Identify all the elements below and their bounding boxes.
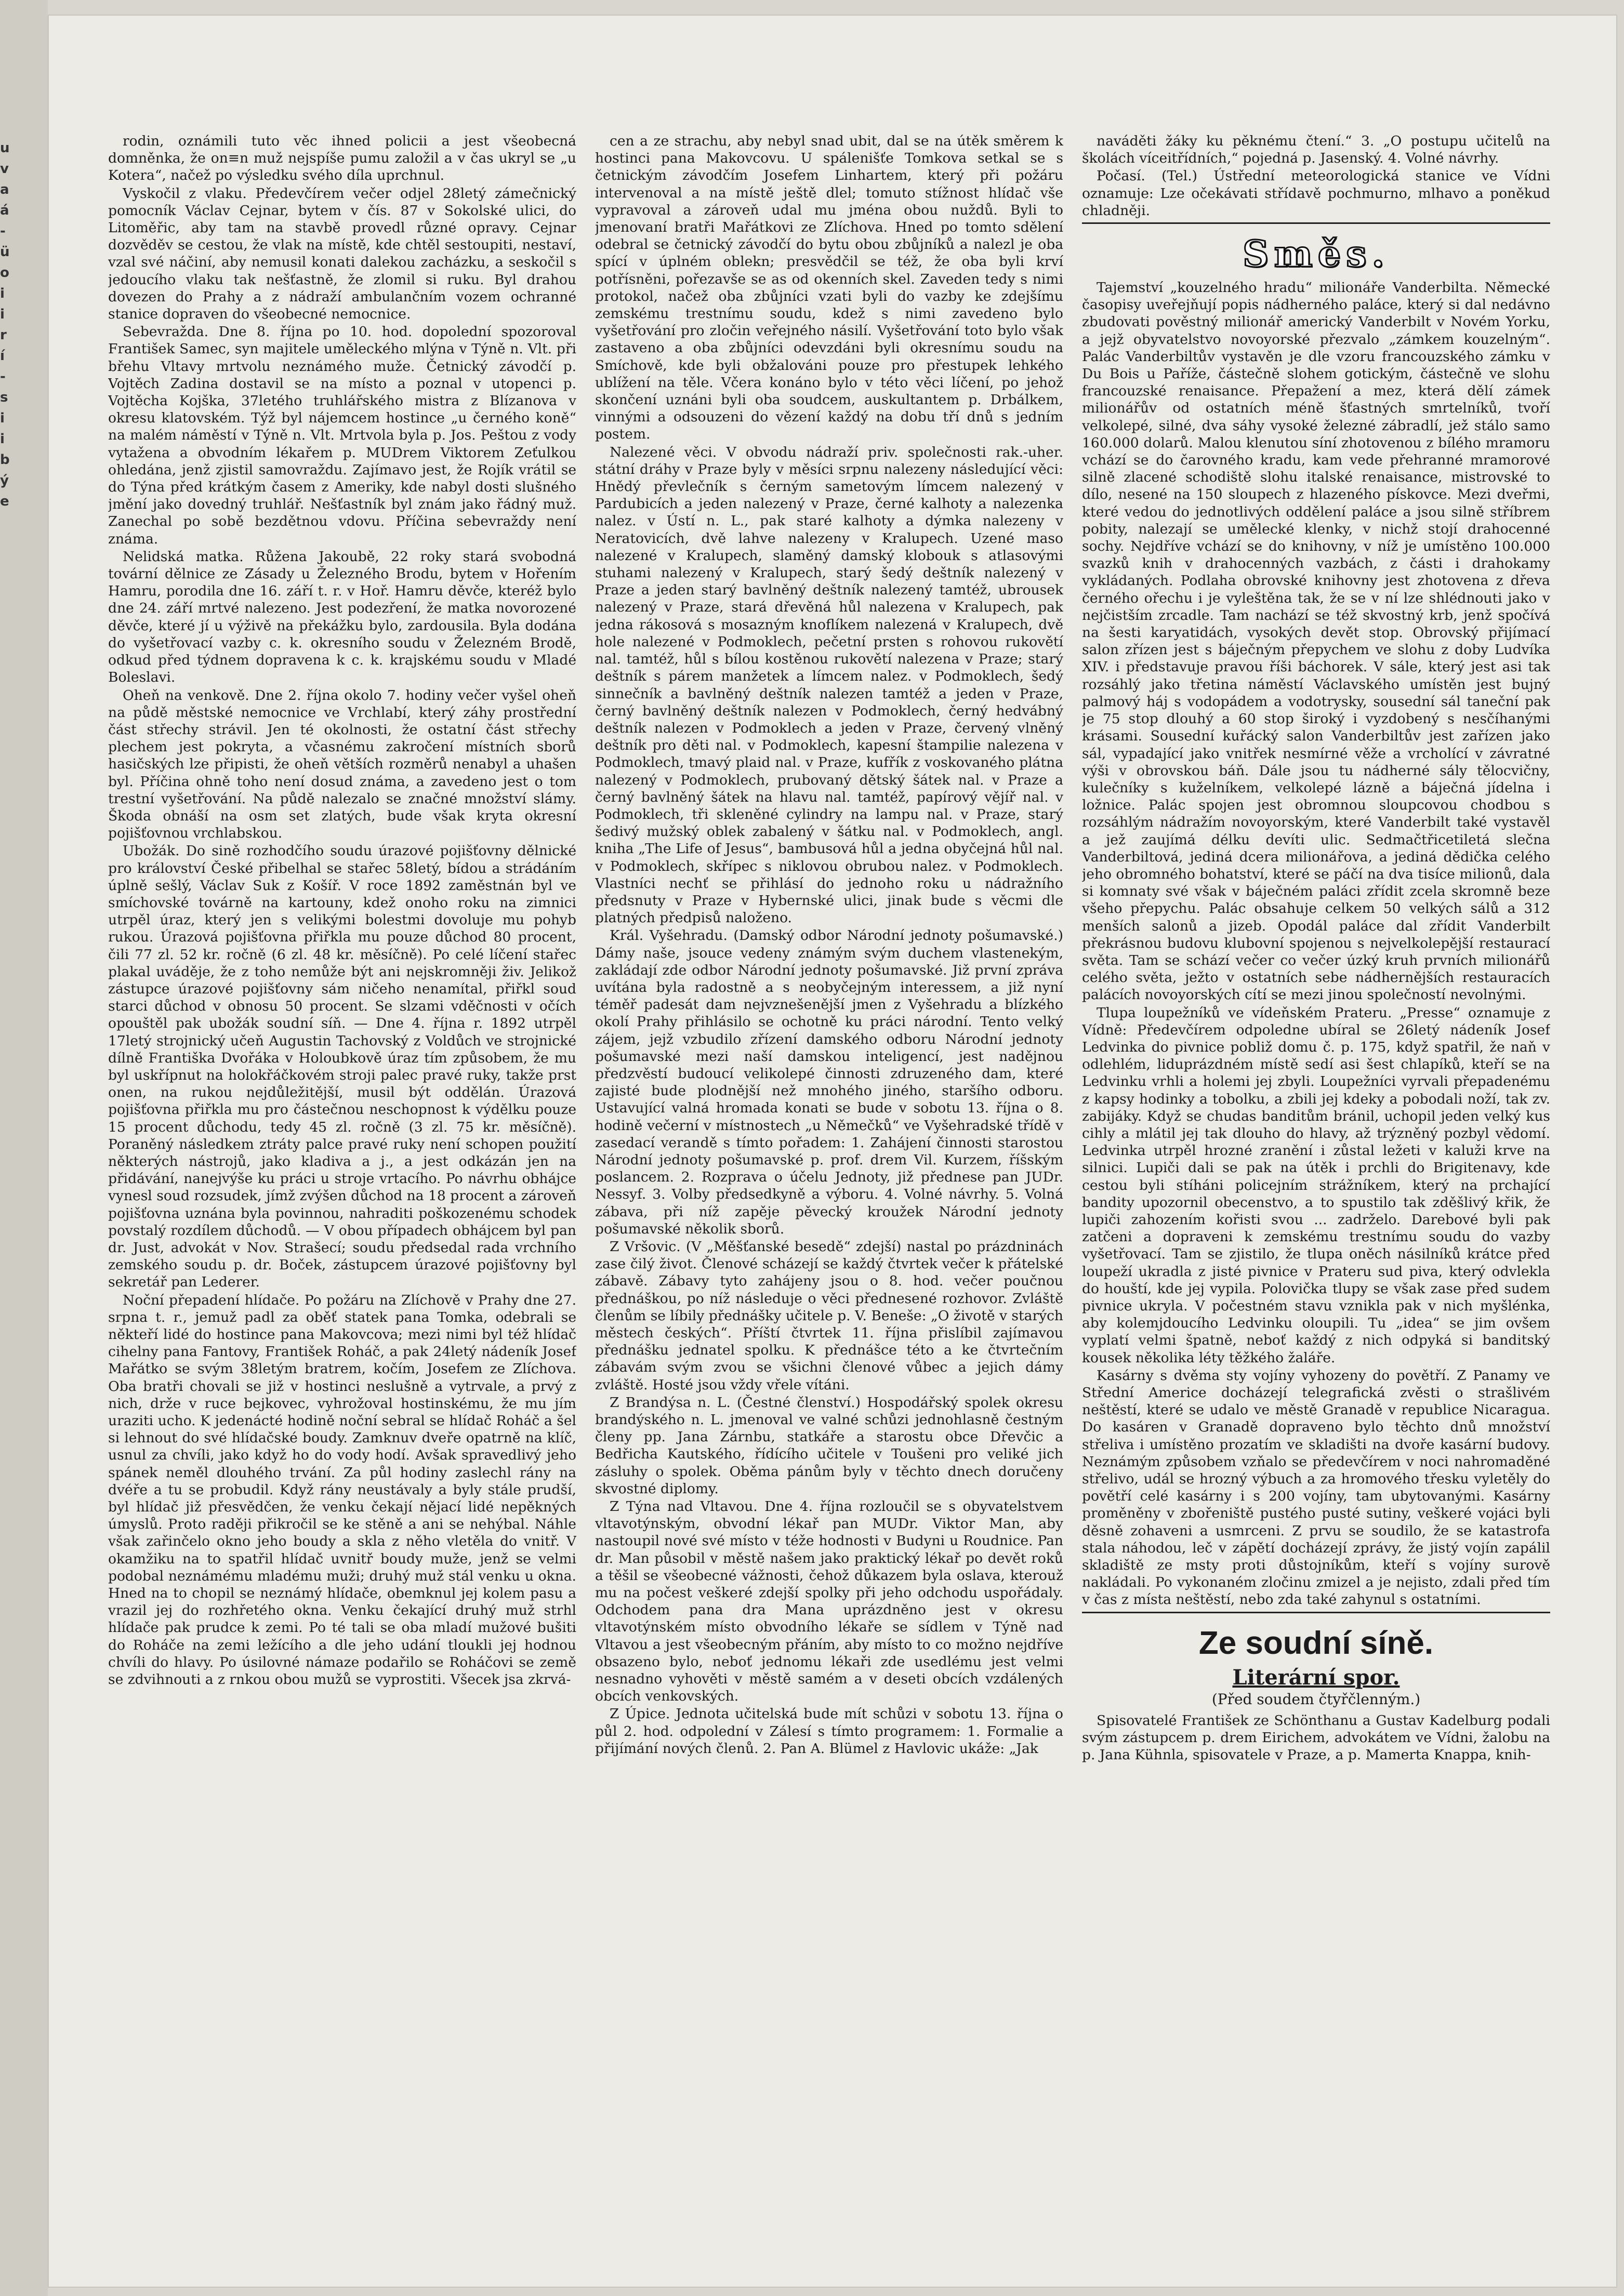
column3-paragraphs_before-paragraph: naváděti žáky ku pěknému čtení.“ 3. „O postupu učitelů na školách víceitřídních,“ pojedná p. Jasenský. 4. Volné návrhy.	[1082, 133, 1550, 167]
column2-paragraphs-paragraph: Z Úpice. Jednota učitelská bude mít schůzi v sobotu 13. října o půl 2. hod. odpolední v Zálesí s tímto programem: 1. Formalie a přijímání nových členů. 2. Pan A. Blümel z Havlovic ukáže: „Jak	[595, 1706, 1063, 1757]
margin-letter: u	[0, 140, 10, 156]
margin-letter: i	[0, 431, 5, 447]
column2-paragraphs-paragraph: Z Týna nad Vltavou. Dne 4. října rozloučil se s obyvatelstvem vltavotýnským, obvodní lékař pan MUDr. Viktor Man, aby nastoupil nové své místo v téže hodnosti v Budyni u Roudnice. Pan dr. Man působil v městě našem jako praktický lékař po devět roků a těšil se všeobecné vážnosti, čehož důkazem byla oslava, kterouž mu na počest veškeré zdejší spolky při jeho odchodu uspořádaly. Odchodem pana dra Mana uprázdněno jest v okresu vltavotýnském místo obvodního lékaře se sídlem v Týně nad Vltavou a jest všeobecným přáním, aby místo to co možno nejdříve obsazeno bylo, neboť jednomu lékaři zde usedlému jest velmi nesnadno vyhověti v městě samém a v deseti obcích vzdálených obcích venkovských.	[595, 1498, 1063, 1705]
margin-letter: -	[0, 369, 6, 384]
column3-paragraphs_after-paragraph: Tajemství „kouzelného hradu“ milionáře Vanderbilta. Německé časopisy uveřejňují popis nádherného paláce, který si dal nedávno zbudovati pověstný milionář americký Vanderbilt v Novém Yorku, a jejž obyvatelstvo novoyorské přezvalo „zámkem kouzelným“. Palác Vanderbiltův vystavěn je dle vzoru francouzského zámku v Du Bois u Paříže, částečně slohem gotickým, částečně ve slohu francouzské renaisance. Přepažení a mez, která dělí zámek milionářův od ostatních méně šťastných smrtelníků, tvoří velkolepé, silné, dva sáhy vysoké železné zábradlí, jež stálo samo 160.000 dolarů. Malou klenutou síní zhotovenou z bílého mramoru vchází se do čarovného kradu, kam vede přehranné mramorové silně zlacené schodiště slohu italské renaisance, mistrovské to dílo, nesené na 150 sloupech z hlazeného pískovce. Mezi dveřmi, které vedou do jednotlivých oddělení paláce a jsou silně stříbrem pobity, nalezají se umělecké klenky, v nichž stojí drahocenné sochy. Nejdříve vchází se do knihovny, v níž je umístěno 100.000 svazků knih v drahocenných vazbách, z části i drahokamy vykládaných. Podlaha obrovské knihovny jest zhotovena z dřeva černého ořechu i je vyleštěna tak, že se v ní lze shlédnouti jako v nejčistším zrcadle. Tam nachází se též skvostný krb, jenž spočívá na šesti karyatidách, vysokých devět stop. Obrovský přijímací salon zřízen jest s báječným přepychem ve slohu z doby Ludvíka XIV. i představuje pravou říši báchorek. V sále, který jest asi tak rozsáhlý jako třetina náměstí Václavského umístěn jest bujný palmový háj s vodopádem a vodotrysky, sousední sál taneční pak je 75 stop dlouhý a 60 stop široký i vyzdobený s nesčíhanými krásami. Sousední kuřácký salon Vanderbiltův jest zařízen jako sál, vypadající jako vnitřek nesmírné věže a vrcholící v závratné výši v obrovskou báň. Dále jsou tu nádherné sály tělocvičny, kulečníky s kuželníkem, velkolepé lázně a báječná jídelna i ložnice. Palác spojen jest obromnou sloupcovou chodbou s rozsáhlým nádražím novoyorským, které Vanderbilt také vystavěl a jež zaujímá délku devíti ulic. Sedmačtřicetiletá slečna Vanderbiltová, jediná dcera milionářova, a jediná dědička celého jeho obromného bohatství, které se páčí na dva tisíce milionů, dala si komnaty své však v báječném paláci zřídit zcela skromně beze všeho přepychu. Palác obsahuje celkem 50 velkých sálů a 312 menších salonů a jizeb. Opodál paláce dal zřídit Vanderbilt překrásnou budovu klubovní spojenou s nejvelkolepější restaurací světa. Tam se schází večer co večer úzký kruh prvních milionářů celého světa, ježto v ostatních sebe nádhernějších restauracích palácích novoyorských cítí se mezi jinou společností nevolnými.	[1082, 280, 1550, 1003]
left-scan-margin	[0, 0, 48, 2296]
margin-letter: v	[0, 161, 9, 177]
margin-letter: ü	[0, 244, 10, 260]
margin-letter: i	[0, 307, 5, 322]
court-subheading: Literární spor.	[1232, 1665, 1400, 1690]
margin-letter: i	[0, 286, 5, 301]
court-sub-note: (Před soudem čtyřčlenným.)	[1211, 1690, 1421, 1708]
margin-letter: ý	[0, 473, 9, 488]
margin-letter: í	[0, 348, 5, 364]
margin-letter: b	[0, 452, 10, 468]
column2-paragraphs-paragraph: Z Brandýsa n. L. (Čestné členství.) Hospodářský spolek okresu brandýského n. L. jmenoval ve valné schůzi jednohlasně čestným členy pp. Jana Zárnbu, statkáře a starostu obce Dřevčic a Bedřicha Kautského, řídícího učitele v Toušeni pro veliké jich zásluhy o spolek. Oběma pánům byly v těchto dnech doručeny skvostné diplomy.	[595, 1394, 1063, 1497]
margin-letter: -	[0, 223, 6, 239]
margin-letter: á	[0, 203, 9, 218]
column1-paragraphs-paragraph: Noční přepadení hlídače. Po požáru na Zlíchově v Prahy dne 27. srpna t. r., jemuž padl za oběť statek pana Tomka, odebrali se někteří lidé do hostince pana Makovcova; mezi nimi byl též hlídač cihelny pana Fantovy, František Roháč, a pak 24letý nádeník Josef Mařátko se svým 38letým bratrem, kočím, Josefem ze Zlíchova. Oba bratři chovali se již v hostinci neslušně a vytrvale, a prvý z nich, drže v ruce bejkovec, vyhrožoval hostinskému, že mu jím uraziti ucho. K jedenácté hodině noční sebral se hlídač Roháč a šel si lehnout do své hlídačské boudy. Zamknuv dveře opatrně na klíč, usnul za chvíli, jako když ho do vody hodí. Avšak spravedlivý jeho spánek neměl dlouhého trvání. Za půl hodiny zaslechl rány na dvéře a tu se probudil. Když rány neustávaly a byly stále prudší, byl hlídač již přesvědčen, že venku čekají nějací lidé nepěkných úmyslů. Proto raději přikročil se ke stěně a ani se nehýbal. Náhle však zařinčelo okno jeho boudy a skla z něho vletěla do vnitř. V okamžiku na to spatřil hlídač uvnitř boudy muže, jenž se velmi podobal neznámému mladému muži; druhý muž stál venku u okna. Hned na to chopil se neznámý hlídače, obemknul jej kolem pasu a vrazil jej do rozhřetého okna. Venku čekající druhý muž strhl hlídače pak prudce k zemi. Po té tali se oba mladí mužové bušiti do Roháče na zemi ležícího a dle jeho udání tloukli jej hodnou chvíli do hlavy. Po úsilovné námaze podařilo se Roháčovi se země se zdvihnouti a z rnkou obou mužů se vyprostiti. Všecek jsa zkrvá-	[108, 1292, 576, 1688]
column1-paragraphs-paragraph: rodin, oznámili tuto věc ihned policii a jest všeobecná domněnka, že on≡n muž nejspíše pumu založil a v čas ukryl se „u Kotera“, načež po výsledku svého díla uprchnul.	[108, 133, 576, 184]
column-1	[108, 132, 576, 2237]
column1-paragraphs-paragraph: Oheň na venkově. Dne 2. října okolo 7. hodiny večer vyšel oheň na půdě městské nemocnice ve Vrchlabí, který záhy prostřední část střechy strávil. Jen té okolnosti, že ostatní část střechy plechem jest pokryta, a včasnému zakročení místních sborů hasičských lze připisti, že oheň větších rozměrů nenabyl a uhašen byl. Příčina ohně toho není dosud známa, a zavedeno jest o tom trestní vyšetřování. Na půdě nalezalo se značné množství slámy. Škoda obnáší na osm set zlatých, bude však kryta okresní pojišťovnou vrchlabskou.	[108, 687, 576, 842]
margin-letter: e	[0, 494, 9, 509]
court-paragraph: Spisovatelé František ze Schönthanu a Gustav Kadelburg podali svým zástupcem p. drem Eirichem, advokátem ve Vídni, žalobu na p. Jana Kühnla, spisovatele v Praze, a p. Mamerta Knappa, knih-	[1082, 1712, 1550, 1763]
margin-letter: a	[0, 182, 9, 197]
column2-paragraphs-paragraph: Král. Vyšehradu. (Damský odbor Národní jednoty pošumavské.) Dámy naše, jsouce vedeny známým svým duchem vlastenekým, zakládají zde odbor Národní jednoty pošumavské. Již první zpráva uvítána byla radostně a s neobyčejným interessem, a již nyní téměř padesát dam nejvznešenější jmen z Vyšehradu a blízkého okolí Prahy přihlásilo se ochotně ku práci národní. Tento velký zájem, jejž vzbudilo zřízení damského odboru Národní jednoty pošumavské mezi naší damskou inteligencí, jest nadějnou předzvěstí budoucí velikolepé činnosti zdruzeného dam, které zajisté bude plodnější než mnohého jiného, staršího odboru. Ustavující valná hromada konati se bude v sobotu 13. října o 8. hodině večerní v místnostech „u Němečků“ ve Vyšehradské třídě v zasedací verandě s tímto pořadem: 1. Zahájení činnosti starostou Národní jednoty pošumavské p. prof. drem Vil. Kurzem, říšským poslancem. 2. Rozprava o účelu Jednoty, již přednese pan JUDr. Nessyf. 3. Volby předsedkyně a výboru. 4. Volné návrhy. 5. Volná zábava, při níž zapěje pěvecký kroužek Národní jednoty pošumavské několik sborů.	[595, 927, 1063, 1237]
margin-letter: s	[0, 390, 8, 405]
column1-paragraphs-paragraph: Vyskočil z vlaku. Předevčírem večer odjel 28letý zámečnický pomocník Václav Cejnar, bytem v čís. 87 v Sokolské ulici, do Litoměřic, aby tam na stavbě provedl různé opravy. Cejnar dozvěděv se cestou, že vlak na místě, kde chtěl sestoupiti, nestaví, vzal své náčiní, aby nemusil konati dalekou zacházku, a seskočil s jedoucího vlaku tak nešťastně, že zlomil si ruku. Byl drahou dovezen do Prahy a z nádraží ambulančním vozem ochranné stanice dopraven do všeobecné nemocnice.	[108, 185, 576, 323]
column1-paragraphs-paragraph: Sebevražda. Dne 8. října po 10. hod. dopolední spozoroval František Samec, syn majitele uměleckého mlýna v Týně n. Vlt. při břehu Vltavy mrtvolu neznámého muže. Četnický závodčí p. Vojtěch Zadina dostavil se na místo a poznal v utopenci p. Vojtěcha Kojška, 37letého truhlářského mistra z Blízanova v okresu klatovském. Týž byl nájemcem hostince „u černého koně“ na malém náměstí v Týně n. Vlt. Mrtvola byla p. Jos. Peštou z vody vytažena a obvodním lékařem p. MUDrem Viktorem Zeťulkou ohledána, jenž zjistil samovraždu. Zajímavo jest, že Rojík vrátil se do Týna před krátkým časem z Ameriky, kde nabyl dosti slušného jmění jako dovedný truhlář. Nešťastník byl znám jako řádný muž. Zanechal po sobě bezdětnou vdovu. Příčina sebevraždy není známa.	[108, 324, 576, 547]
column3-paragraphs_before-paragraph: Počasí. (Tel.) Ústřední meteorologická stanice ve Vídni oznamuje: Lze očekávati střídavě pochmurno, mlhavo a poněkud chladněji.	[1082, 168, 1550, 219]
column-3	[1082, 132, 1550, 2237]
column-3-top	[1082, 132, 1550, 219]
column-2	[595, 132, 1063, 2237]
column1-paragraphs-paragraph: Nelidská matka. Růžena Jakoubě, 22 roky stará svobodná tovární dělnice ze Zásady u Železného Brodu, bytem v Hořením Hamru, porodila dne 16. září t. r. v Hoř. Hamru děvče, kteréž bylo dne 24. září mrtvé nalezeno. Jest podezření, že matka novorozené děvče, které jí u výživě na překážku bylo, zardousila. Byla dodána do vyšetřovací vazby c. k. okresního soudu v Železném Brodě, odkud před týdnem dopravena k c. k. krajskému soudu v Mladé Boleslavi.	[108, 548, 576, 686]
section-rule-2	[1082, 1612, 1550, 1613]
column3-paragraphs_after-paragraph: Kasárny s dvěma sty vojíny vyhozeny do povětří. Z Panamy ve Střední Americe docházejí telegrafická zvěsti o strašlivém neštěstí, které se udalo ve městě Granadě v republice Nicaragua. Do kasáren v Granadě dopraveno bylo těchto dnů množství střeliva i umístěno prozatím ve skladišti na dvoře kasární budovy. Neznámým způsobem vzňalo se předevčírem v noci nahromaděné střelivo, udál se hrozný výbuch a za hromového třesku vyletěly do povětří celé kasárny i s 200 vojíny, tam ubytovanými. Kasárny proměněny v zbořeniště pustého pusté sutiny, veškeré vojáci byli děsně zohaveni a usmrceni. Z prvu se soudilo, že se katastrofa stala náhodou, leč v zápětí docházejí zprávy, že jistý vojín zapálil skladiště ze msty proti důstojníkům, kteří s vojíny surově nakládali. Po vykonaném zločinu zmizel a je nejisto, zdali před tím v čas z místa neštěstí, nebo zda také zahynul s ostatními.	[1082, 1367, 1550, 1608]
margin-letter: i	[0, 410, 5, 426]
column-3-smes-items	[1082, 279, 1550, 1609]
column2-paragraphs-paragraph: Z Vršovic. (V „Měšťanské besedě“ zdejší) nastal po prázdninách zase čilý život. Členové scházejí se každý čtvrtek večer k přátelské zábavě. Zábavy tyto zahájeny jsou o 8. hod. večer poučnou přednáškou, po níž následuje o věci přednesené rozhovor. Zvláště členům se líbily přednášky učitele p. V. Beneše: „O životě v starých městech českých“. Příští čtvrtek 11. října přislíbil zajímavou přednášku jednatel spolku. K přednášce této a ke čtvrtečním zábavám svým zvou se všichni členové vůbec a jejich dámy zvláště. Hosté jsou vždy vřele vítáni.	[595, 1239, 1063, 1393]
margin-letter: o	[0, 265, 9, 281]
column2-paragraphs-paragraph: Nalezené věci. V obvodu nádraží priv. společnosti rak.-uher. státní dráhy v Praze byly v měsíci srpnu nalezeny následující věci: Hnědý převlečník s černým sametovým límcem nalezený v Pardubicích a jeden nalezený v Praze, černé kalhoty a nalezenka nalez. v Ústí n. L., pak staré kalhoty a dýmka nalezeny v Neratovicích, dvě lahve nalezeny v Kralupech. Uzené maso nalezené v Kralupech, slaměný damský klobouk s atlasovými stuhami nalezený v Kralupech, starý šedý deštník nalezený v Praze a jeden starý bavlněný deštník nalezený tamtéž, ubrousek nalezený v Praze, stará dřevěná hůl nalezena v Kralupech, pak jedna rákosová s mosazným knoflíkem nalezená v Kralupech, dvě hole nalezené v Podmoklech, pečetní prsten s rohovou rukovětí nal. tamtéž, hůl s bílou kostěnou rukovětí nalezena v Praze; starý deštník s párem manžetek a límcem nalez. v Podmoklech, šedý sinnečník a bavlněný deštník nalezen tamtéž a jeden v Praze, černý bavlněný deštník nalezen v Podmoklech, černý hedvábný deštník nalezen v Podmoklech a jeden v Praze, červený vlněný deštník pro děti nal. v Podmoklech, kapesní štampilie nalezena v Podmoklech, tmavý plaid nal. v Praze, kufřík z voskovaného plátna nalezený v Podmoklech, prubovaný dětský šátek nal. v Praze a černý bavlněný šátek na hlavu nal. tamtéž, papírový vějíř nal. v Podmoklech, tři skleněné cylindry na lampu nal. v Praze, starý šedivý mužský oblek zabalený v šátku nal. v Podmoklech, angl. kniha „The Life of Jesus“, bambusová hůl a jedna obyčejná hůl nal. v Podmoklech, skřípec s niklovou obrubou nalez. v Podmoklech. Vlastníci nechť se přihlásí do jednoho roku u nádražního předsnuty v Praze v Hybernské ulici, jinak bude s věcmi dle platných předpisů naloženo.	[595, 444, 1063, 926]
margin-letter: r	[0, 327, 7, 343]
column2-paragraphs-paragraph: cen a ze strachu, aby nebyl snad ubit, dal se na útěk směrem k hostinci pana Makovcovu. U spálenišťe Tomkova setkal se s četnickým závodčím Josefem Linhartem, který při požáru intervenoval a na místě ještě dlel; tomuto stížnost hlídač vše vypravoval a zároveň udal mu jména obou nuždů. Byli to jmenovaní bratři Mařátkovi ze Zlíchova. Hned po tomto sdělení odebral se četnický závodčí do bytu obou zbůjníků a nalezl je oba spící v úplném oblekn; presvědčil se též, že oba byli krví potřísněni, pořezavše se as od okenních skel. Zaveden tedy s nimi protokol, načež oba zbůjníci vzati byli do vazby ke zdejšímu zemskému trestnímu soudu, kdež s nimi zavedeno bylo vyšetřování pro zločin veřejného násilí. Vyšetřování toto bylo však zastaveno a oba zbůjníci odevzdáni byli okresnímu soudu na Smíchově, kde byli obžalováni pouze pro přestupek lehkého ublížení na těle. Včera konáno bylo v této věci líčení, po jehož skončení uznáni byli oba soudcem, auskultantem p. Drbálkem, vinnými a odsouzeni do vězení každý na dobu tří dnů s jedním postem.	[595, 133, 1063, 443]
section-rule	[1082, 222, 1550, 224]
court-heading: Ze soudní síně.	[1198, 1625, 1434, 1661]
column3-paragraphs_after-paragraph: Tlupa loupežníků ve vídeňském Prateru. „Presse“ oznamuje z Vídně: Předevčírem odpoledne ubíral se 26letý nádeník Josef Ledvinka do pivnice pobliž domu č. p. 175, když spatřil, že naň v odlehlém, liduprázdném místě sedí asi šest chlapíků, kteří se na Ledvinku vrhli a holemi jej zbyli. Loupežníci vyrvali přepadenému z kapsy hodinky a tobolku, a zbili jej kdeky a pobodali noží, tak zv. zabijáky. Když se chudas banditům bránil, uchopil jeden velký kus cihly a mlátil jej tak dlouho do hlavy, až trýzněný pozbyl vědomí. Ledvinka utrpěl hrozné zranění i zůstal ležeti v kaluži krve na silnici. Lupiči dali se pak na útěk i prchli do Brigitenavy, kde cestou byli stíháni policejním strážníkem, který na prchající bandity upozornil obecenstvo, a to spustilo tak zděšlivý křik, že lupiči zahozením kořisti svou ... zadrželo. Darebové byli pak zatčeni a dopraveni k zemskému trestnímu soudu do vazby vyšetřovací. Tam se zjistilo, že tlupa oněch násilníků krátce před loupeží ukradla z jisté pivnice v Prateru sud piva, který odvlekla do houští, kde jej vypila. Polovička tlupy se však zase před sudem pivnice ukryla. V počestném stavu vznikla pak v nich myšlénka, aby kolemjdoucího Ledvinku oloupili. Tu „idea“ se jim ovšem vyplatí velmi špatně, neboť každý z nich odpyká si banditský kousek několika léty těžkého žaláře.	[1082, 1004, 1550, 1366]
column1-paragraphs-paragraph: Ubožák. Do sině rozhodčího soudu úrazové pojišťovny dělnické pro království České přibelhal se stařec 58letý, bídou a strádáním úplně sešlý, Václav Suk z Košíř. V roce 1892 zaměstnán byl ve smíchovské továrně na kartouny, kdež onoho roku na zimnici utrpěl úraz, který jen s velikými bolestmi dovoluje mu pohyb rukou. Úrazová pojišťovna přiřkla mu pouze důchod 80 procent, čili 77 zl. 52 kr. ročně (6 zl. 48 kr. měsíčně). Po celé líčení stařec plakal uváděje, že z toho nemůže být ani nejskromněji živ. Jelikož zástupce úrazové pojišťovny sám ničeho nenamítal, přiřkl soud starci důchod v obnosu 50 procent. Se slzami vděčnosti v očích opouštěl pak ubožák soudní síň. — Dne 4. října r. 1892 utrpěl 17letý strojnický učeň Augustin Tachovský z Voldůch ve strojnické dílně Františka Dvořáka v Holoubkově úraz tím způsobem, že mu byl uskřípnut na holokřáčkovém stroji palec pravé ruky, takže prst onen, na rukou nejdůležitější, musil být oddělán. Úrazová pojišťovna přiřkla mu pro částečnou neschopnost k výdělku pouze 15 procent důchodu, tedy 45 zl. ročně (3 zl. 75 kr. měsíčně). Poraněný následkem ztráty palce pravé ruky není schopen použití některých nástrojů, jako kladiva a j., a jest odkázán jen na přidávání, nanejvýše ku práci u stroje vrtacího. Po návrhu obhájce vynesl soud rozsudek, jímž zvýšen důchod na 18 procent a zároveň pojišťovna uznána byla povinnou, nahraditi poškozenému schodek povstalý rozdílem důchodů. — V obou případech obhájcem byl pan dr. Just, advokát v Nov. Strašecí; soudu předsedal rada vrchního zemského soudu p. dr. Boček, zástupcem úrazové pojišťovny byl sekretář pan Lederer.	[108, 843, 576, 1291]
text-columns	[108, 132, 1550, 2237]
smes-heading: Směs.	[1243, 232, 1390, 276]
